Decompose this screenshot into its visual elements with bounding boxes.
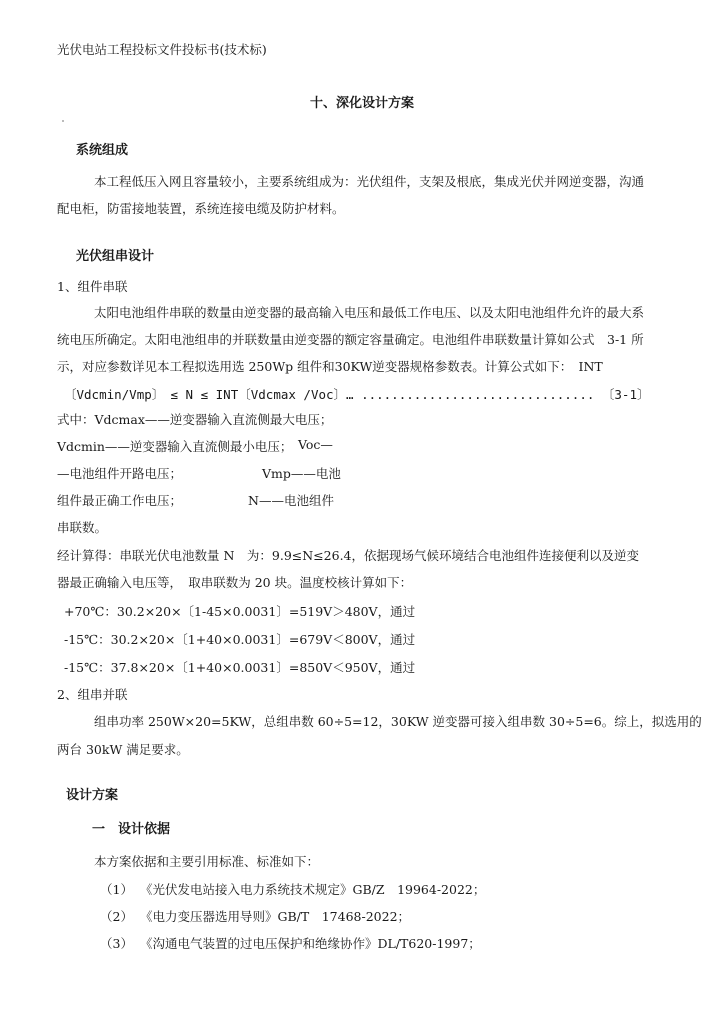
subheading-design-basis: 一 设计依据 (92, 822, 171, 837)
paragraph-line: Voc— (298, 437, 333, 452)
paragraph-line: Vmp——电池 (262, 466, 341, 481)
paragraph-line: 本方案依据和主要引用标准、标准如下： (94, 854, 320, 869)
calculation-line: +70℃：30.2×20×〔1-45×0.0031〕=519V＞480V，通过 (64, 604, 416, 619)
paragraph-line: —电池组件开路电压； (57, 466, 183, 481)
formula-line: 〔Vdcmin/Vmp〕 ≤ N ≤ INT〔Vdcmax /Voc〕… ............................... 〔3-1〕 (64, 387, 650, 402)
paragraph-line: 组件最正确工作电压； (57, 493, 183, 508)
margin-mark (62, 120, 64, 122)
list-item-number: （2） (100, 909, 133, 924)
paragraph-line: N——电池组件 (248, 493, 334, 508)
document-header: 光伏电站工程投标文件投标书(技术标) (57, 42, 267, 57)
list-item: 《沟通电气装置的过电压保护和绝缘协作》DL/T620-1997； (140, 936, 481, 951)
subheading-series: 1、组件串联 (57, 279, 128, 294)
section-title-design-plan: 设计方案 (66, 788, 119, 803)
paragraph-line: 器最正确输入电压等， 取串联数为 20 块。温度校核计算如下： (57, 575, 413, 590)
calculation-line: -15℃：30.2×20×〔1+40×0.0031〕=679V＜800V，通过 (64, 632, 416, 647)
paragraph-line: 经计算得：串联光伏电池数量 N 为：9.9≤N≤26.4，依据现场气候环境结合电池组件连接便利以及逆变 (57, 548, 640, 563)
list-item-number: （1） (100, 882, 133, 897)
subheading-parallel: 2、组串并联 (57, 687, 128, 702)
chapter-title: 十、深化设计方案 (309, 96, 414, 111)
paragraph-line: 太阳电池组件串联的数量由逆变器的最高输入电压和最低工作电压、以及太阳电池组件允许的最大系 (94, 305, 645, 320)
list-item-number: （3） (100, 936, 133, 951)
section-title-system: 系统组成 (76, 143, 129, 158)
paragraph-line: 统电压所确定。太阳电池组串的并联数量由逆变器的额定容量确定。电池组件串联数量计算如公式 3-1 所 (57, 332, 644, 347)
paragraph-line: Vdcmin——逆变器输入直流侧最小电压； (57, 439, 293, 454)
list-item: 《电力变压器选用导则》GB/T 17468-2022； (140, 909, 411, 924)
list-item: 《光伏发电站接入电力系统技术规定》GB/Z 19964-2022； (140, 882, 486, 897)
paragraph-line: 串联数。 (57, 520, 108, 535)
paragraph-line: 本工程低压入网且容量较小，主要系统组成为：光伏组件，支架及根底，集成光伏并网逆变器，沟通 (94, 174, 645, 189)
section-title-string-design: 光伏组串设计 (76, 249, 155, 264)
paragraph-line: 示，对应参数详见本工程拟选用选 250Wp 组件和30KW逆变器规格参数表。计算公式如下： INT (57, 359, 603, 374)
calculation-line: -15℃：37.8×20×〔1+40×0.0031〕=850V＜950V，通过 (64, 660, 416, 675)
paragraph-line: 配电柜，防雷接地装置，系统连接电缆及防护材料。 (57, 201, 345, 216)
paragraph-line: 两台 30kW 满足要求。 (57, 742, 189, 757)
paragraph-line: 式中：Vdcmax——逆变器输入直流侧最大电压； (57, 412, 333, 427)
paragraph-line: 组串功率 250W×20=5KW，总组串数 60÷5=12，30KW 逆变器可接入组串数 30÷5=6。综上，拟选用的 (94, 714, 702, 729)
